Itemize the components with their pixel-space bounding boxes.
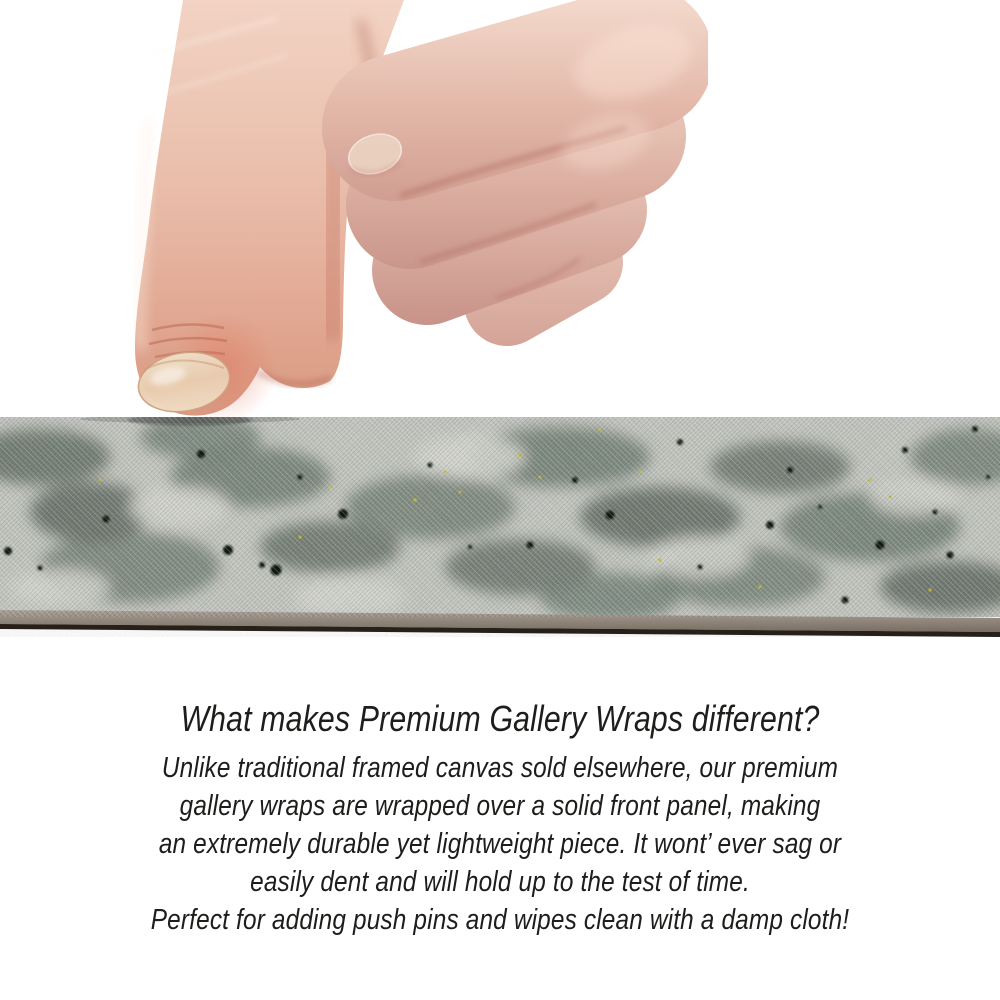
caption-line-3: an extremely durable yet lightweight piece. It wont’ ever sag or: [158, 828, 842, 861]
canvas-wrap-edge-photo: [0, 417, 1000, 637]
caption-heading: What makes Premium Gallery Wraps different?: [180, 698, 820, 739]
curled-fingers: [343, 11, 700, 303]
caption-line-4: easily dent and will hold up to the test of time.: [250, 866, 750, 899]
caption-line-1: Unlike traditional framed canvas sold elsewhere, our premium: [161, 752, 839, 785]
caption-line-2: gallery wraps are wrapped over a solid front panel, making: [179, 790, 821, 823]
caption-line-5: Perfect for adding push pins and wipes clean with a damp cloth!: [150, 904, 850, 937]
canvas-grain-noise: [0, 417, 1000, 617]
caption-block: [80, 698, 920, 939]
hand-thumb-down-photo: [128, 0, 708, 422]
